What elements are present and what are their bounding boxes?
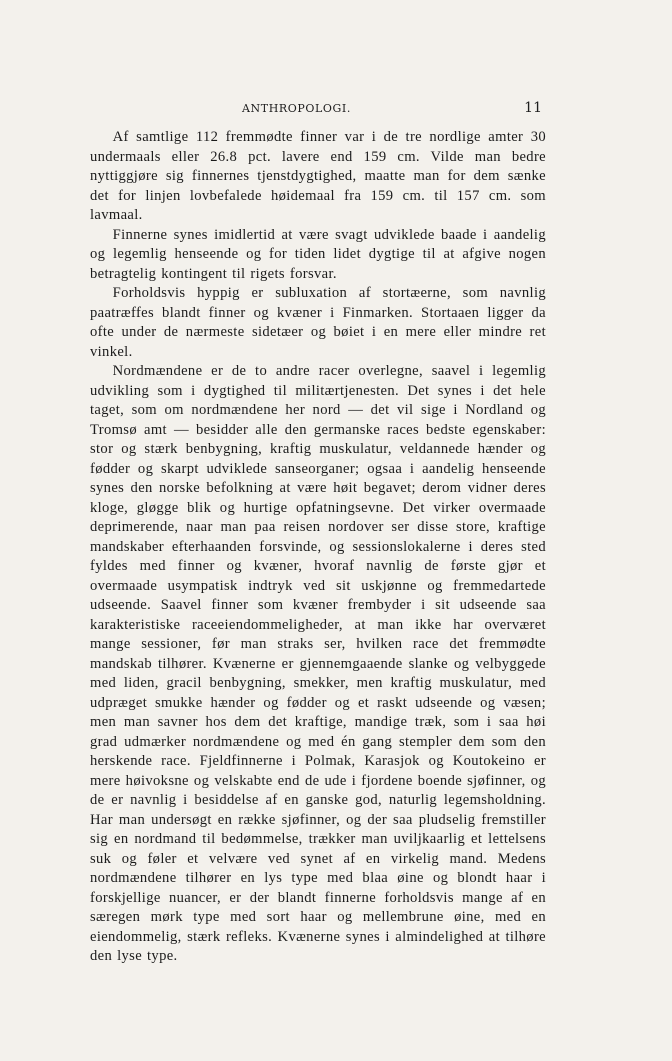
paragraph: Forholdsvis hyppig er subluxation af stortæerne, som navnlig paatræffes blandt finner og kvæner i Finmarken. Stortaaen ligger da ofte under de nærmeste sidetæer og bøiet i en mere eller mindre ret vinkel. (90, 285, 546, 360)
page-header (90, 98, 546, 120)
paragraph: Finnerne synes imidlertid at være svagt udviklede baade i aandelig og legemlig henseende og for tiden lidet dygtige til at afgive nogen betragtelig kontingent til rigets forsvar. (90, 226, 546, 282)
body-text (90, 128, 546, 967)
running-title: ANTHROPOLOGI. (242, 102, 351, 115)
paragraph: Af samtlige 112 fremmødte finner var i de tre nordlige amter 30 undermaals eller 26.8 pct. lavere end 159 cm. Vilde man bedre nyttiggjøre sig finnernes tjenstdygtighed, maatte man for dem sænke det for linjen lovbefalede høidemaal fra 159 cm. til 157 cm. som lavmaal. (90, 129, 546, 223)
paragraph: Nordmændene er de to andre racer overlegne, saavel i legemlig udvikling som i dygtighed til militærtjenesten. Det synes i det hele taget, som om nordmændene her nord — det vil sige i Nordland og Tromsø amt — besidder alle den germanske races bedste egenskaber: stor og stærk benbygning, kraftig muskulatur, veldannede hænder og fødder og skarpt udviklede sanseorganer; ogsaa i aandelig henseende synes den norske befolkning at være høit begavet; derom vidner deres kloge, gløgge blik og hurtige opfatningsevne. Det virker overmaade deprimerende, naar man paa reisen nordover ser disse store, kraftige mandskaber efterhaanden forsvinde, og sessionslokalerne i deres sted fyldes med finner og kvæner, hvoraf navnlig de første gjør et overmaade usympatisk indtryk ved sit uskjønne og fremmedartede udseende. Saavel finner som kvæner frembyder i sit udseende saa karakteristiske raceeiendommeligheder, at man ikke har overværet mange sessioner, før man straks ser, hvilken race det fremmødte mandskab tilhører. Kvænerne er gjennemgaaende slanke og velbyggede med liden, gracil benbygning, smekker, men kraftig muskulatur, med udpræget smukke hænder og fødder og et raskt udseende og væsen; men man savner hos dem det kraftige, mandige træk, som i saa høi grad udmærker nordmændene og med én gang stempler dem som den herskende race. Fjeldfinnerne i Polmak, Karasjok og Koutokeino er mere høivoksne og velskabte end de ude i fjordene boende sjøfinner, og de er navnlig i besiddelse af en ganske god, naturlig legemsholdning. Har man undersøgt en række sjøfinner, og der saa pludselig fremstiller sig en nordmand til bedømmelse, trækker man uviljkaarlig et lettelsens suk og føler et velvære ved synet af en virkelig mand. Medens nordmændene tilhører en lys type med blaa øine og blondt haar i forskjellige nuancer, er der blandt finnerne forholdsvis mange af en særegen mørk type med sort haar og mellembrune øine, med en eiendommelig, stærk refleks. Kvænerne synes i almindelighed at tilhøre den lyse type. (90, 363, 546, 964)
page-number: 11 (524, 100, 542, 116)
